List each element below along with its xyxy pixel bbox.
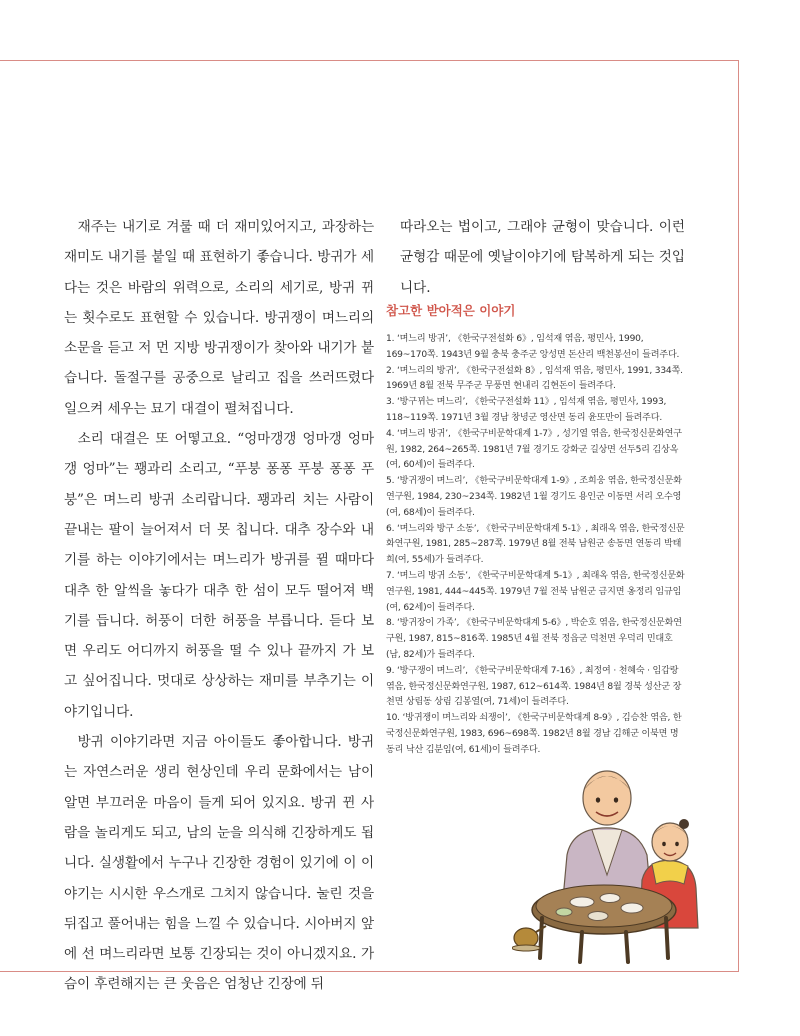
reference-item: 2. ‘며느리의 방귀’, 《한국구전설화 8》, 임석재 엮음, 평민사, 1991, 334쪽. 1969년 8월 전북 무주군 무풍면 현내리 김현돈이 들려주다. bbox=[386, 365, 683, 392]
body-paragraph-3: 방귀 이야기라면 지금 아이들도 좋아합니다. 방귀는 자연스러운 생리 현상인데 우리 문화에서는 남이 알면 부끄러운 마음이 들게 되어 있지요. 방귀 뀐 사람을 놀리게도 되고, 남의 눈을 의식해 긴장하게도 됩니다. 실생활에서 누구나 긴장한 경험이 있기에 이 이야기는 시시한 우스개로 그치지 않습니다. 눌린 것을 뒤집고 풀어내는 힘을 느낄 수 있습니다. 시아버지 앞에 선 며느리라면 보통 긴장되는 것이 아니겠지요. 가슴이 후련해지는 큰 웃음은 엄청난 긴장에 뒤 bbox=[64, 734, 374, 993]
reference-item: 6. ‘며느리와 방구 소동’, 《한국구비문학대계 5-1》, 최래옥 엮음, 한국정신문화연구원, 1981, 285~287쪽. 1979년 8월 전북 남원군 송동면 연동리 박태희(여, 55세)가 들려주다. bbox=[386, 523, 685, 566]
frame-top-line bbox=[0, 60, 739, 61]
reference-item: 5. ‘방귀쟁이 며느리’, 《한국구비문학대계 1-9》, 조희웅 엮음, 한국정신문화연구원, 1984, 230~234쪽. 1982년 1월 경기도 용인군 이동면 서리 오수영(여, 68세)이 들려주다. bbox=[386, 476, 682, 518]
reference-item: 1. ‘며느리 방귀’, 《한국구전설화 6》, 임석재 엮음, 평민사, 1990, 169~170쪽. 1943년 9월 충북 충주군 앙성면 돈산리 백천봉선이 들려주다. bbox=[386, 334, 680, 360]
body-paragraph-1: 재주는 내기로 겨룰 때 더 재미있어지고, 과장하는 재미도 내기를 붙일 때 표현하기 좋습니다. 방귀가 세다는 것은 바람의 위력으로, 소리의 세기로, 방귀 뀌는 횟수로도 표현할 수 있습니다. 방귀쟁이 며느리의 소문을 듣고 저 먼 지방 방귀쟁이가 찾아와 내기가 붙습니다. 돌절구를 공중으로 날리고 집을 쓰러뜨렸다 일으켜 세우는 묘기 대결이 펼쳐집니다. bbox=[64, 219, 374, 417]
right-column bbox=[400, 212, 685, 303]
reference-item: 7. ‘며느리 방귀 소동’, 《한국구비문학대계 5-1》, 최래옥 엮음, 한국정신문화연구원, 1981, 444~445쪽. 1979년 7월 전북 남원군 금지면 옹정리 임규임(여, 62세)이 들려주다. bbox=[386, 570, 685, 613]
reference-item: 8. ‘방귀장이 가족’, 《한국구비문학대계 5-6》, 박순호 엮음, 한국정신문화연구원, 1987, 815~816쪽. 1985년 4월 전북 정읍군 덕천면 우덕리 민대호(남, 82세)가 들려주다. bbox=[386, 618, 682, 660]
reference-item: 4. ‘며느리 방귀’, 《한국구비문학대계 1-7》, 성기열 엮음, 한국정신문화연구원, 1982, 264~265쪽. 1981년 7월 경기도 강화군 길상면 선두5리 김상옥(여, 60세)이 들려주다. bbox=[386, 428, 682, 471]
references-list bbox=[386, 332, 686, 759]
body-paragraph-2: 소리 대결은 또 어떻고요. “엉마갱갱 엉마갱 엉마갱 엉마”는 꽹과리 소리고, “푸붕 퐁퐁 푸붕 퐁퐁 푸붕”은 며느리 방귀 소리랍니다. 꽹과리 치는 사람이 끝내는 팔이 늘어져서 더 못 칩니다. 대추 장수와 내기를 하는 이야기에서는 며느리가 방귀를 뀔 때마다 대추 한 알씩을 놓다가 대추 한 섬이 모두 떨어져 백기를 듭니다. 허풍이 더한 허풍을 부릅니다. 듣다 보면 우리도 어디까지 허풍을 떨 수 있나 끝까지 가 보고 싶어집니다. 멋대로 상상하는 재미를 부추기는 이야기입니다. bbox=[64, 431, 374, 720]
reference-item: 3. ‘방구뀌는 며느리’, 《한국구전설화 11》, 임석재 엮음, 평민사, 1993, 118~119쪽. 1971년 3월 경남 창녕군 영산면 동리 윤또만이 들려주다. bbox=[386, 397, 667, 423]
reference-item: 10. ‘방귀쟁이 며느리와 쇠쟁이’, 《한국구비문학대계 8-9》, 김승찬 엮음, 한국정신문화연구원, 1983, 696~698쪽. 1982년 8월 경남 김해군 이북면 명동리 낙산 김분임(여, 61세)이 들려주다. bbox=[386, 713, 682, 755]
body-paragraph-continued: 따라오는 법이고, 그래야 균형이 맞습니다. 이런 균형감 때문에 옛날이야기에 탐복하게 되는 것입니다. bbox=[400, 219, 685, 296]
reference-item: 9. ‘방구쟁이 며느리’, 《한국구비문학대계 7-16》, 최정여 · 천혜숙 · 임갑랑 엮음, 한국정신문화연구원, 1987, 612~614쪽. 1984년 8월 경북 성산군 장천면 상림동 상림 김봉열(여, 71세)이 들려주다. bbox=[386, 665, 682, 708]
dining-table-illustration bbox=[512, 760, 712, 965]
left-column bbox=[64, 212, 374, 1000]
references-heading: 참고한 받아적은 이야기 bbox=[386, 303, 516, 318]
frame-right-line bbox=[738, 60, 739, 972]
